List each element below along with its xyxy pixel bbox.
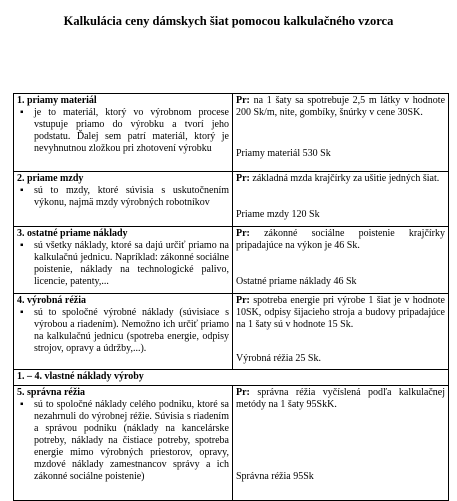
- cost-item-description: sú to spoločné výrobné náklady (súvisiace s výrobou a riadením). Nemožno ich určiť priamo na kalkulačnú jednicu (spotreba energie, odpisy strojov, opravy a údržby,...).: [34, 307, 229, 354]
- example-description: zákonné sociálne poistenie krajčírky pripadajúce na výkon je 46 Sk.: [236, 228, 446, 251]
- example-cell: [233, 227, 449, 294]
- example-label: Pr:: [236, 173, 250, 184]
- example-description: na 1 šaty sa spotrebuje 2,5 m látky v hodnote 200 Sk/m, nite, gombíky, šnúrky v cene 30SK.: [236, 95, 446, 118]
- cost-item-heading: 2. priame mzdy: [17, 173, 84, 184]
- example-description: správna réžia vyčíslená podľa kalkulačnej metódy na 1 šaty 95SkK.: [236, 387, 445, 410]
- cost-item-cell: [14, 227, 233, 294]
- table-row: [14, 94, 449, 172]
- list-item: [17, 399, 229, 483]
- cost-item-heading: 5. správna réžia: [17, 387, 86, 398]
- list-item: [17, 240, 229, 288]
- list-item: [17, 185, 229, 209]
- example-result: Priame mzdy 120 Sk: [236, 209, 320, 220]
- example-label: Pr:: [236, 228, 250, 239]
- example-label: Pr:: [236, 387, 250, 398]
- example-result: Priamy materiál 530 Sk: [236, 148, 331, 159]
- table-row: [14, 227, 449, 294]
- cost-item-cell: [14, 172, 233, 227]
- cost-item-heading: 3. ostatné priame náklady: [17, 228, 128, 239]
- bullet-icon: ▪: [20, 307, 24, 318]
- example-result: Výrobná réžia 25 Sk.: [236, 353, 321, 364]
- example-cell: [233, 94, 449, 172]
- cost-item-description: sú všetky náklady, ktoré sa dajú určiť priamo na kalkulačnú jednicu. Napríklad: zákonné sociálne poistenie, náklady na technologické palivo, licencie, patenty,...: [34, 240, 229, 287]
- example-description: spotreba energie pri výrobe 1 šiat je v hodnote 10SK, odpisy šijacieho stroja a budovy pripadajúce na 1 šaty sú v hodnote 15 Sk.: [236, 295, 445, 330]
- cost-item-description: sú to spoločné náklady celého podniku, ktoré sa nezahrnuli do výrobnej réžie. Súvisia s riadením a správou podniku (náklady na kancelárske potreby, náklady na čistiace potreby, spotreba energie mimo výrobných priestorov, opravy, mzdové náklady zamestnancov správy a ich zákonné sociálne poistenie): [34, 399, 229, 482]
- table-row: [14, 294, 449, 370]
- example-text: [236, 228, 445, 276]
- bullet-icon: ▪: [20, 185, 24, 196]
- cost-item-cell: [14, 94, 233, 172]
- bullet-icon: ▪: [20, 240, 24, 251]
- table-row: [14, 370, 449, 386]
- example-text: [236, 173, 445, 209]
- example-cell: [233, 294, 449, 370]
- example-label: Pr:: [236, 95, 250, 106]
- cost-item-heading: 4. výrobná réžia: [17, 295, 86, 306]
- cost-item-cell: [14, 386, 233, 501]
- example-result: Správna réžia 95Sk: [236, 471, 314, 482]
- cost-item-description: sú to mzdy, ktoré súvisia s uskutočnením výkonu, najmä mzdy výrobných robotníkov: [34, 185, 229, 208]
- example-text: [236, 295, 445, 353]
- example-description: základná mzda krajčírky za ušitie jedných šiat.: [252, 173, 440, 184]
- cost-item-cell: [14, 294, 233, 370]
- example-cell: [233, 172, 449, 227]
- example-text: [236, 95, 445, 148]
- list-item: [17, 307, 229, 355]
- bullet-icon: ▪: [20, 107, 24, 118]
- cost-item-description: je to materiál, ktorý vo výrobnom procese vstupuje priamo do výrobku a tvorí jeho podstatu. Ďalej sem patrí materiál, ktorý je nevyhnutnou zložkou pri zhotovení výrobku: [34, 107, 229, 154]
- table-row: [14, 172, 449, 227]
- example-label: Pr:: [236, 295, 250, 306]
- cost-item-heading: 1. priamy materiál: [17, 95, 97, 106]
- example-result: Ostatné priame náklady 46 Sk: [236, 276, 357, 287]
- table-row: [14, 386, 449, 501]
- bullet-icon: ▪: [20, 399, 24, 410]
- example-text: [236, 387, 445, 471]
- example-cell: [233, 386, 449, 501]
- calculation-table: [13, 93, 449, 501]
- page-title: Kalkulácia ceny dámskych šiat pomocou kalkulačného vzorca: [63, 14, 394, 28]
- subtotal-row: 1. – 4. vlastné náklady výroby: [14, 370, 449, 386]
- list-item: [17, 107, 229, 155]
